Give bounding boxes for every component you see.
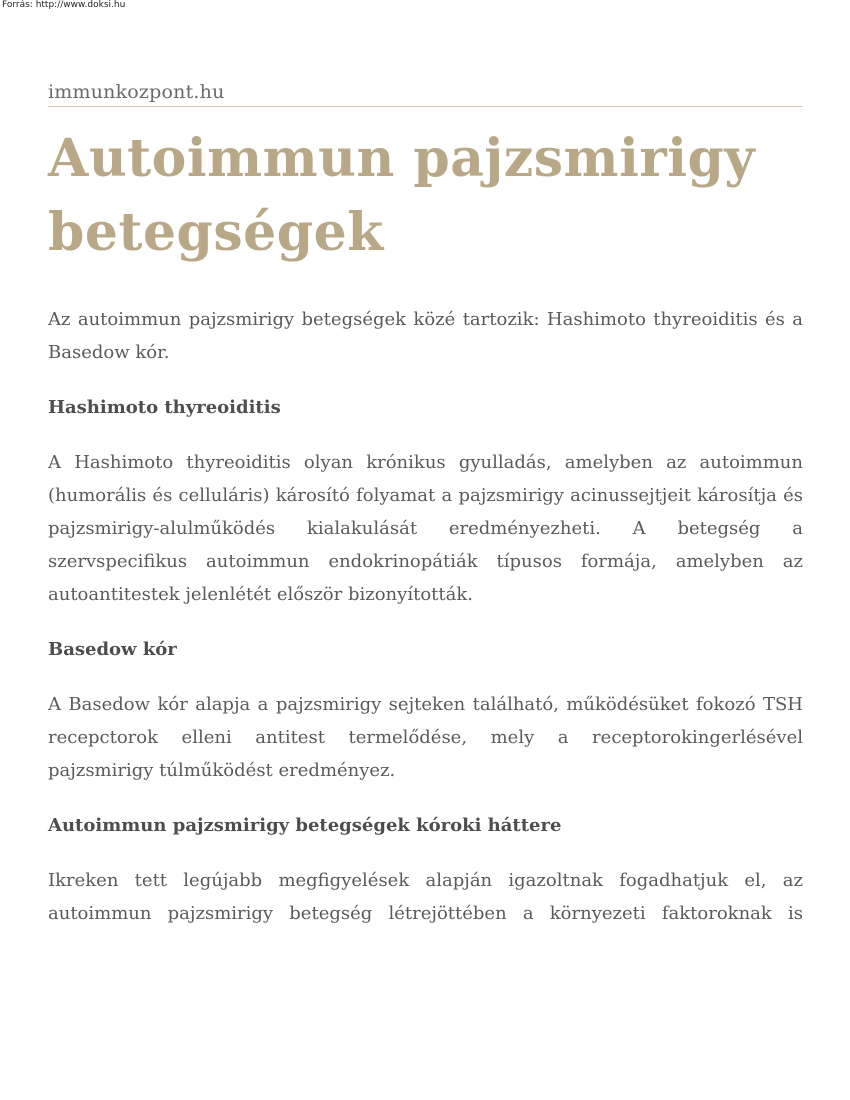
header-divider	[48, 106, 803, 107]
site-name: immunkozpont.hu	[48, 81, 225, 103]
section-paragraph-hashimoto: A Hashimoto thyreoiditis olyan krónikus gyulladás, amelyben az autoimmun (humorális és celluláris) károsító folyamat a pajzsmirigy acinussejtjeit károsítja és pajzsmirigy-alulműködés kialakulását eredményezheti. A betegség a szervspecifikus autoimmun endokrinopátiák típusos formája, amelyben az autoantitestek jelenlétét először bizonyították.	[48, 452, 803, 605]
section-paragraph-etiology: Ikreken tett legújabb megfigyelések alapján igazoltnak fogadhatjuk el, az autoimmun pajzsmirigy betegség létrejöttében a környezeti faktoroknak is	[48, 870, 803, 924]
page-title: Autoimmun pajzsmirigy betegségek	[48, 128, 756, 263]
intro-paragraph: Az autoimmun pajzsmirigy betegségek közé tartozik: Hashimoto thyreoiditis és a Basedow kór.	[48, 309, 803, 363]
article-body	[48, 303, 803, 930]
section-heading-etiology: Autoimmun pajzsmirigy betegségek kóroki háttere	[48, 815, 562, 836]
section-paragraph-basedow: A Basedow kór alapja a pajzsmirigy sejteken található, működésüket fokozó TSH recepctorok elleni antitest termelődése, mely a receptorokingerlésével pajzsmirigy túlműködést eredményez.	[48, 694, 803, 781]
section-heading-basedow: Basedow kór	[48, 639, 177, 660]
source-note: Forrás: http://www.doksi.hu	[2, 0, 126, 10]
section-heading-hashimoto: Hashimoto thyreoiditis	[48, 397, 281, 418]
